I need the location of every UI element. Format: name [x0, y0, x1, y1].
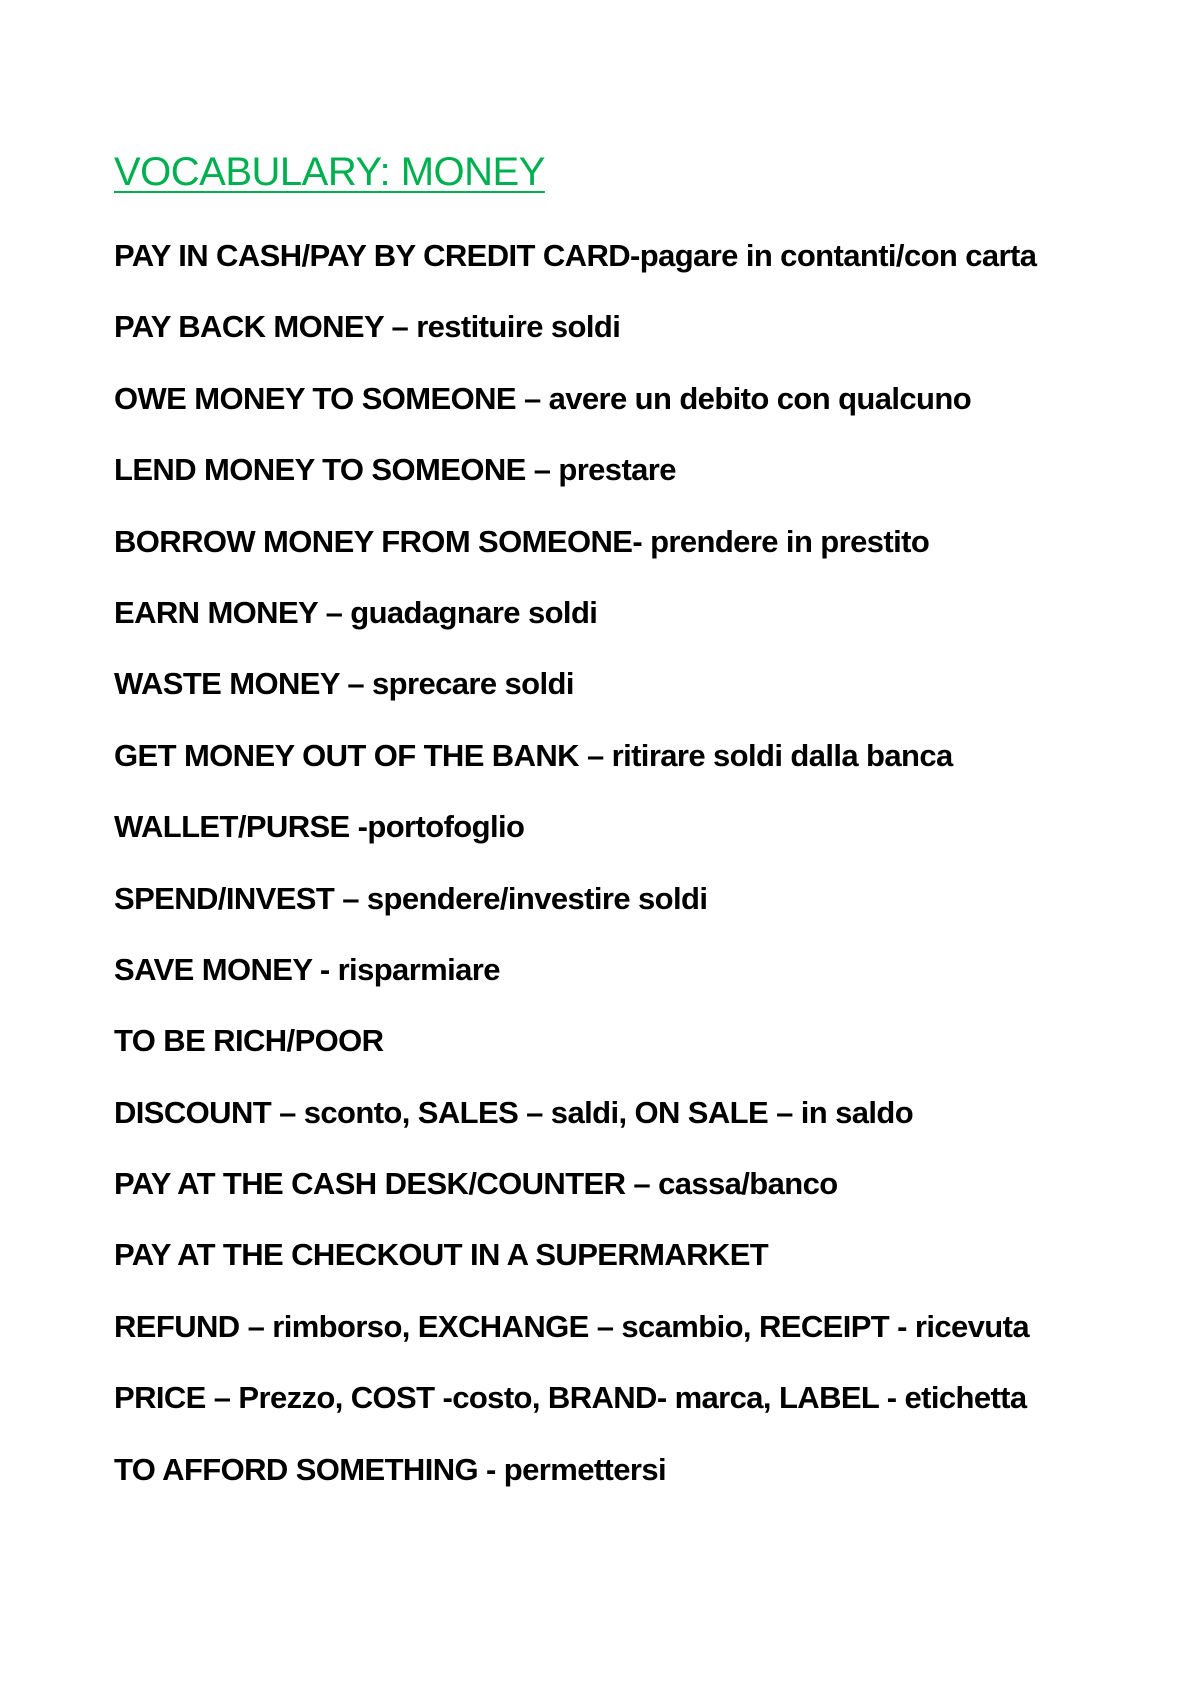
vocabulary-line: PAY AT THE CHECKOUT IN A SUPERMARKET — [114, 1237, 769, 1273]
vocabulary-line: TO AFFORD SOMETHING - permettersi — [114, 1451, 667, 1487]
vocabulary-line: SAVE MONEY - risparmiare — [114, 951, 500, 987]
vocabulary-line: BORROW MONEY FROM SOMEONE- prendere in prestito — [114, 523, 930, 559]
page-title: VOCABULARY: MONEY — [114, 150, 545, 194]
vocabulary-line: DISCOUNT – sconto, SALES – saldi, ON SALE – in saldo — [114, 1094, 914, 1130]
vocabulary-line: WASTE MONEY – sprecare soldi — [114, 666, 574, 702]
vocabulary-line: WALLET/PURSE -portofoglio — [114, 809, 525, 845]
vocabulary-line: PAY AT THE CASH DESK/COUNTER – cassa/banco — [114, 1166, 838, 1202]
vocabulary-line: GET MONEY OUT OF THE BANK – ritirare soldi dalla banca — [114, 737, 953, 773]
vocabulary-line: LEND MONEY TO SOMEONE – prestare — [114, 452, 676, 488]
vocabulary-line: REFUND – rimborso, EXCHANGE – scambio, RECEIPT - ricevuta — [114, 1308, 1029, 1344]
vocabulary-line: EARN MONEY – guadagnare soldi — [114, 594, 598, 630]
vocabulary-line: PAY IN CASH/PAY BY CREDIT CARD-pagare in contanti/con carta — [114, 238, 1037, 273]
vocabulary-line: OWE MONEY TO SOMEONE – avere un debito con qualcuno — [114, 380, 972, 416]
vocabulary-list — [114, 236, 1154, 1521]
vocabulary-line: PRICE – Prezzo, COST -costo, BRAND- marca, LABEL - etichetta — [114, 1380, 1027, 1416]
vocabulary-line: PAY BACK MONEY – restituire soldi — [114, 309, 621, 345]
vocabulary-line: TO BE RICH/POOR — [114, 1023, 384, 1059]
vocabulary-line: SPEND/INVEST – spendere/investire soldi — [114, 880, 708, 916]
